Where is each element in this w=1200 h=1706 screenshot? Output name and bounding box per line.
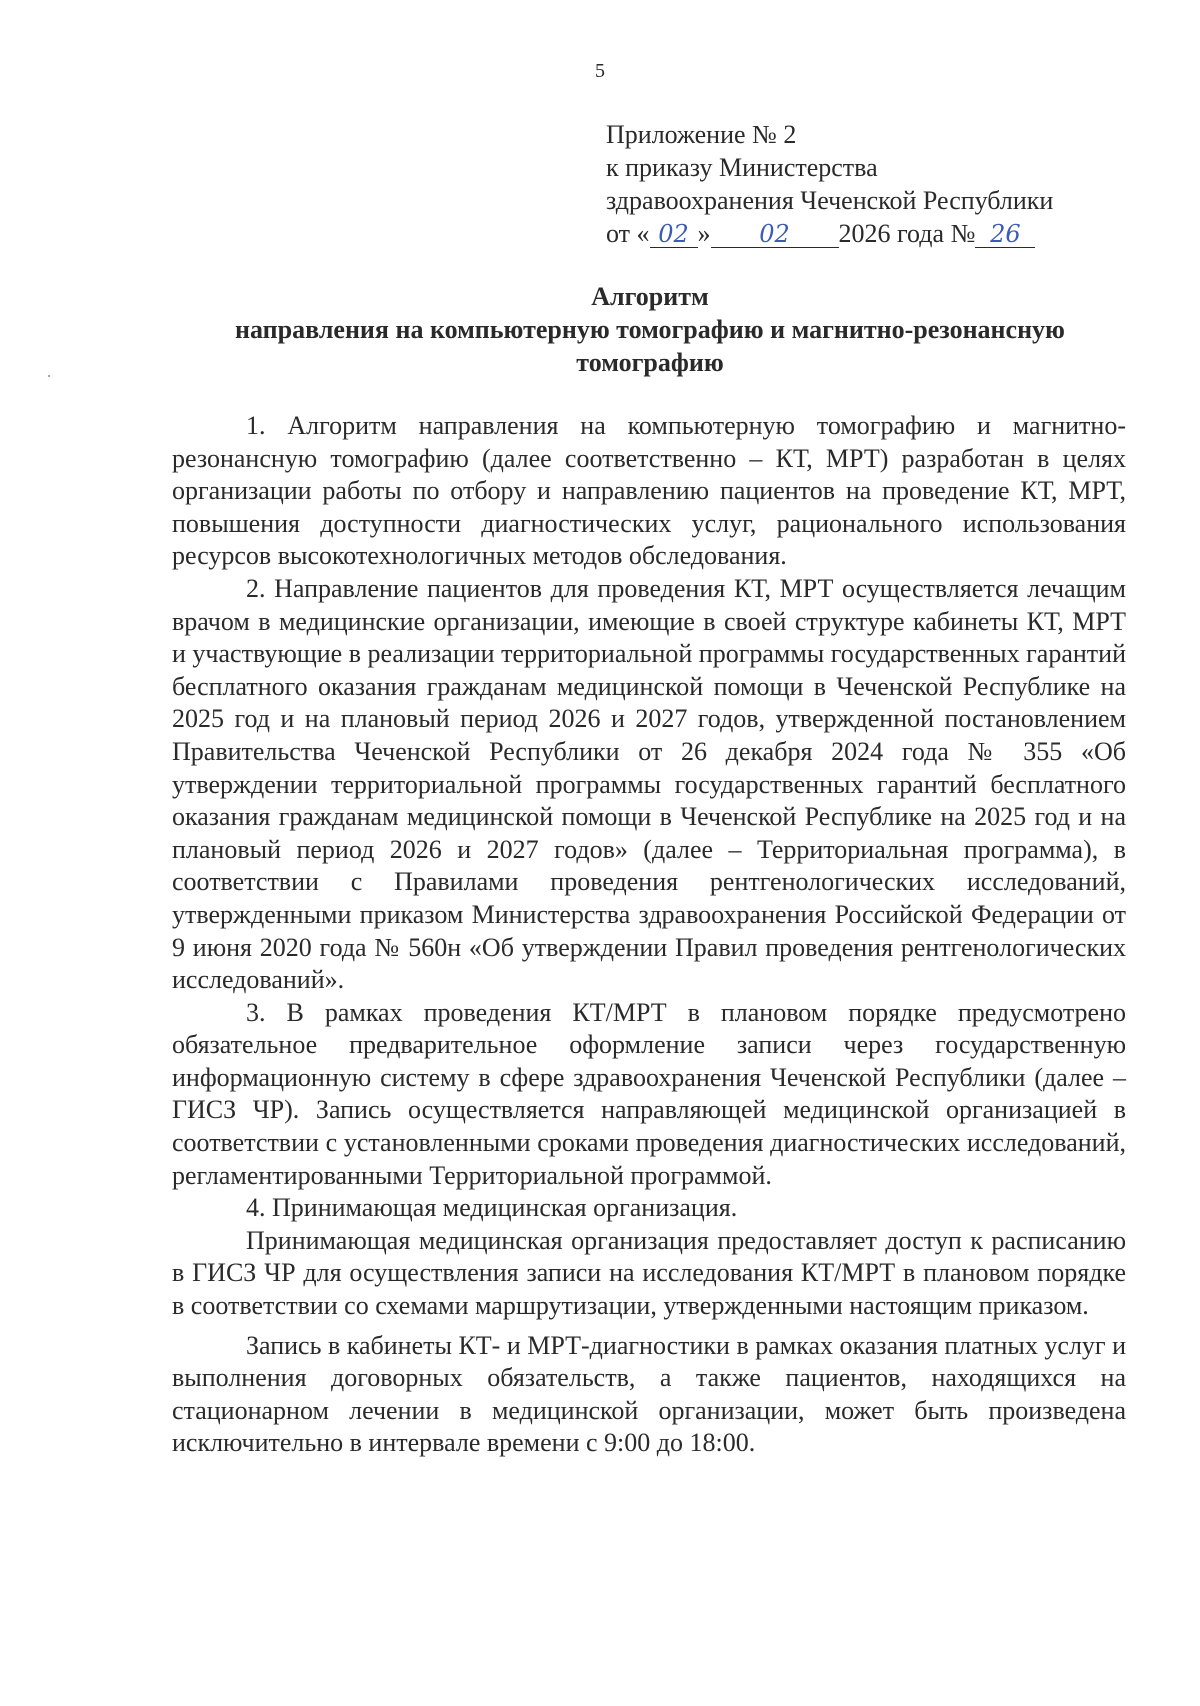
document-title <box>170 280 1130 379</box>
title-line-3: томографию <box>576 348 724 377</box>
date-prefix: от « <box>606 219 650 248</box>
scan-speck <box>48 375 50 377</box>
paragraph-3: 3. В рамках проведения КТ/МРТ в плановом порядке предусмотрено обязательное предварительное оформление записи через государственную информационную систему в сфере здравоохранения Чеченской Республики (далее – ГИСЗ ЧР). Запись осуществляется направляющей медицинской организацией в соответствии с установленными сроками проведения диагностических исследований, регламентированными Территориальной программой. <box>172 997 1126 1190</box>
attachment-date-line <box>606 217 1053 250</box>
paragraph-5: Принимающая медицинская организация предоставляет доступ к расписанию в ГИСЗ ЧР для осуществления записи на исследования КТ/МРТ в плановом порядке в соответствии со схемами маршрутизации, утвержденными настоящим приказом. <box>172 1225 1126 1321</box>
paragraph-4: 4. Принимающая медицинская организация. <box>246 1193 738 1223</box>
attachment-block <box>606 118 1053 250</box>
document-body <box>172 410 1126 1460</box>
attachment-line-1: Приложение № 2 <box>606 120 797 149</box>
paragraph-2: 2. Направление пациентов для проведения КТ, МРТ осуществляется лечащим врачом в медицинские организации, имеющие в своей структуре кабинеты КТ, МРТ и участвующие в реализации территориальной программы государственных гарантий бесплатного оказания гражданам медицинской помощи в Чеченской Республике на 2025 год и на плановый период 2026 и 2027 годов, утвержденной постановлением Правительства Чеченской Республики от 26 декабря 2024 года № 355 «Об утверждении территориальной программы государственных гарантий бесплатного оказания гражданам медицинской помощи в Чеченской Республике на 2025 год и на плановый период 2026 и 2027 годов» (далее – Территориальная программа), в соответствии с Правилами проведения рентгенологических исследований, утвержденными приказом Министерства здравоохранения Российской Федерации от 9 июня 2020 года № 560н «Об утверждении Правил проведения рентгенологических исследований». <box>172 573 1126 995</box>
title-line-2: направления на компьютерную томографию и магнитно-резонансную <box>235 315 1065 344</box>
date-quote-close: » <box>697 219 711 248</box>
paragraph-6: Запись в кабинеты КТ- и МРТ-диагностики в рамках оказания платных услуг и выполнения договорных обязательств, а также пациентов, находящихся на стационарном лечении в медицинской организации, может быть произведена исключительно в интервале времени с 9:00 до 18:00. <box>172 1330 1126 1458</box>
handwritten-order-number: 26 <box>975 221 1035 248</box>
page-number: 5 <box>595 60 605 82</box>
date-year-label: 2026 года № <box>838 219 976 248</box>
attachment-line-2: к приказу Министерства <box>606 153 878 182</box>
attachment-line-3: здравоохранения Чеченской Республики <box>606 186 1054 215</box>
paragraph-1: 1. Алгоритм направления на компьютерную томографию и магнитно-резонансную томографию (далее соответственно – КТ, МРТ) разработан в целях организации работы по отбору и направлению пациентов на проведение КТ, МРТ, повышения доступности диагностических услуг, рационального использования ресурсов высокотехнологичных методов обследования. <box>172 411 1126 571</box>
handwritten-month: 02 <box>711 221 839 248</box>
handwritten-day: 02 <box>650 221 698 248</box>
title-line-1: Алгоритм <box>591 282 709 311</box>
